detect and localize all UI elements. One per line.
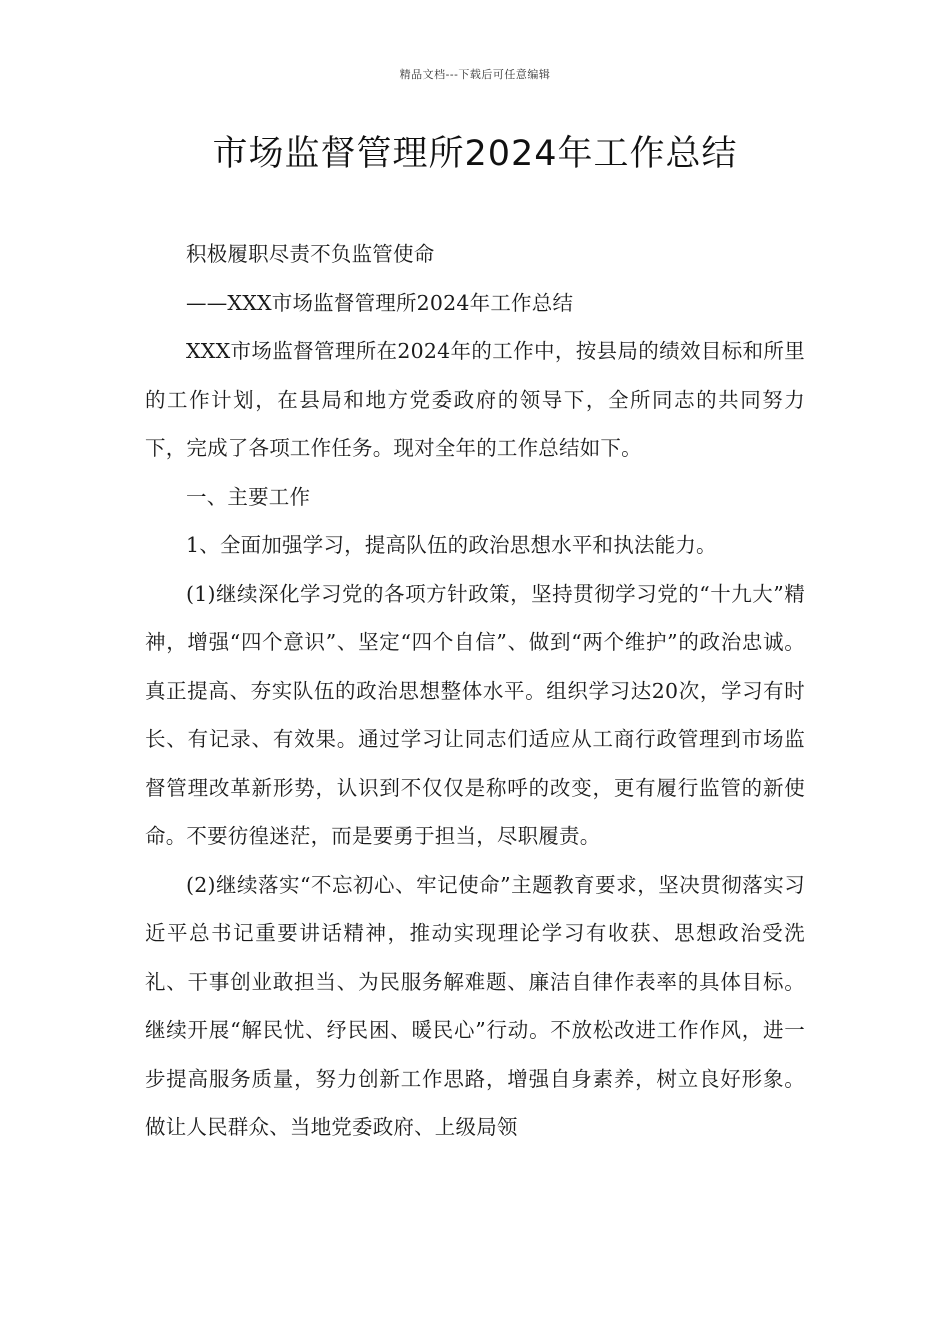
section-heading: 一、主要工作 — [186, 484, 311, 509]
subsection-heading: 1、全面加强学习，提高队伍的政治思想水平和执法能力。 — [186, 533, 717, 557]
intro-paragraph: XXX市场监督管理所在2024年的工作中，按县局的绩效目标和所里的工作计划，在县局和地方党委政府的领导下，全所同志的共同努力下，完成了各项工作任务。现对全年的工作总结如下。 — [145, 339, 805, 460]
document-title: 市场监督管理所2024年工作总结 — [212, 134, 738, 174]
header-note: 精品文档---下载后可任意编辑 — [399, 68, 551, 81]
body-paragraph: (2)继续落实“不忘初心、牢记使命”主题教育要求，坚决贯彻落实习近平总书记重要讲话精神，推动实现理论学习有收获、思想政治受洗礼、干事创业敢担当、为民服务解难题、廉洁自律作表率的具体目标。继续开展“解民忧、纾民困、暖民心”行动。不放松改进工作作风，进一步提高服务质量，努力创新工作思路，增强自身素养，树立良好形象。做让人民群众、当地党委政府、上级局领 — [145, 872, 805, 1139]
subtitle-paragraph: 积极履职尽责不负监管使命 — [186, 242, 435, 266]
byline-paragraph: ——XXX市场监督管理所2024年工作总结 — [186, 290, 574, 315]
body-paragraph: (1)继续深化学习党的各项方针政策，坚持贯彻学习党的“十九大”精神，增强“四个意识”、坚定“四个自信”、做到“两个维护”的政治忠诚。真正提高、夯实队伍的政治思想整体水平。组织学习达20次，学习有时长、有记录、有效果。通过学习让同志们适应从工商行政管理到市场监督管理改革新形势，认识到不仅仅是称呼的改变，更有履行监管的新使命。不要彷徨迷茫，而是要勇于担当，尽职履责。 — [145, 581, 805, 848]
document-body — [145, 230, 805, 1152]
